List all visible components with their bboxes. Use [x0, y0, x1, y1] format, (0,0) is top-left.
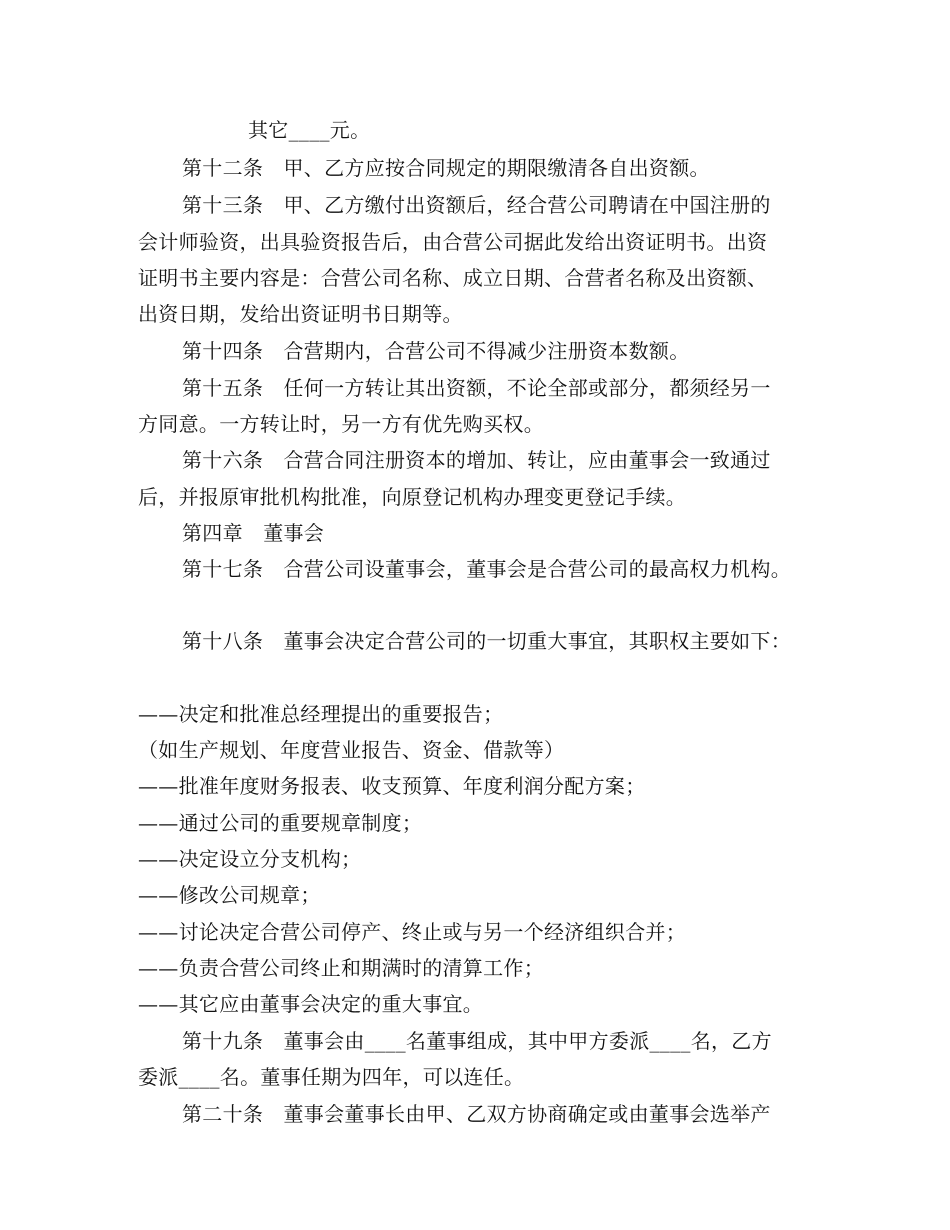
text-line: 证明书主要内容是：合营公司名称、成立日期、合营者名称及出资额、: [138, 266, 768, 290]
text-line: 其它____元。: [248, 118, 371, 142]
list-item: ——批准年度财务报表、收支预算、年度利润分配方案；: [138, 774, 646, 798]
text-line: 后，并报原审批机构批准，向原登记机构办理变更登记手续。: [138, 485, 687, 509]
list-item: ——决定和批准总经理提出的重要报告；: [138, 702, 504, 726]
text-line: 第十四条 合营期内，合营公司不得减少注册资本数额。: [182, 339, 690, 363]
text-line: 方同意。一方转让时，另一方有优先购买权。: [138, 412, 544, 436]
text-line: 出资日期，发给出资证明书日期等。: [138, 302, 463, 326]
list-item: ——决定设立分支机构；: [138, 847, 362, 871]
text-line: 会计师验资，出具验资报告后，由合营公司据此发给出资证明书。出资: [138, 230, 768, 254]
text-line: 第十二条 甲、乙方应按合同规定的期限缴清各自出资额。: [182, 156, 710, 180]
text-line: 第二十条 董事会董事长由甲、乙双方协商确定或由董事会选举产: [182, 1102, 771, 1126]
text-line: 委派____名。董事任期为四年，可以连任。: [138, 1065, 525, 1089]
chapter-heading: 第四章 董事会: [182, 521, 325, 545]
text-line: 第十五条 任何一方转让其出资额，不论全部或部分，都须经另一: [182, 376, 771, 400]
text-line: 第十九条 董事会由____名董事组成，其中甲方委派____名，乙方: [182, 1029, 772, 1053]
list-item-note: （如生产规划、年度营业报告、资金、借款等）: [138, 738, 565, 762]
text-line: 第十六条 合营合同注册资本的增加、转让，应由董事会一致通过: [182, 448, 771, 472]
list-item: ——负责合营公司终止和期满时的清算工作；: [138, 956, 544, 980]
text-line: 第十八条 董事会决定合营公司的一切重大事宜，其职权主要如下：: [182, 629, 791, 653]
list-item: ——其它应由董事会决定的重大事宜。: [138, 992, 484, 1016]
list-item: ——通过公司的重要规章制度；: [138, 811, 423, 835]
list-item: ——讨论决定合营公司停产、终止或与另一个经济组织合并；: [138, 920, 687, 944]
list-item: ——修改公司规章；: [138, 883, 321, 907]
text-line: 第十七条 合营公司设董事会，董事会是合营公司的最高权力机构。: [182, 557, 791, 581]
text-line: 第十三条 甲、乙方缴付出资额后，经合营公司聘请在中国注册的: [182, 193, 771, 217]
